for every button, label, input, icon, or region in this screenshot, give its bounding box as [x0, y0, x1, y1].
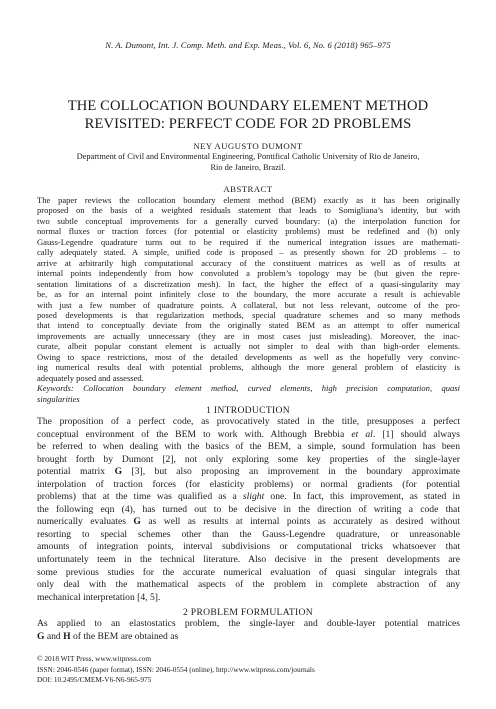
author-name: NEY AUGUSTO DUMONT — [193, 141, 303, 151]
abstract-line: with just a few number of quadrature points. A collateral, but not less relevant, outcome of the pro- — [37, 299, 460, 310]
body-line: mechanical interpretation [4, 5]. — [37, 591, 161, 603]
abstract-line: cally adequately stated. A simple, unified code is proposed – as presently shown for 2D problems – to — [37, 247, 460, 258]
abstract-line: Gauss-Legendre quadrature turns out to be required if the numerical integration issues are mathemati- — [37, 236, 460, 247]
body-line: brought forth by Dumont [2], not only exploring some key properties of the single-layer — [37, 453, 460, 465]
body-line: be referred to when dealing with the basics of the BEM, a simple, sound formulation has been — [37, 441, 460, 453]
body-line: problems) that at the time was qualified as a slight one. In fact, this improvement, as stated in — [37, 491, 460, 503]
title-line-1: THE COLLOCATION BOUNDARY ELEMENT METHOD — [67, 98, 429, 114]
abstract-line: improvements are actually unnecessary (they are in most cases just misleading). Moreover, the inac- — [37, 330, 460, 341]
issn-line: ISSN: 2046-0546 (paper format), ISSN: 2046-0554 (online), http://www.witpress.com/journals — [37, 664, 315, 674]
abstract-line: The paper reviews the collocation boundary element method (BEM) exactly as it has been originally — [37, 195, 460, 205]
abstract-line: proposed on the basis of a weighted residuals statement that leads to Somigliana’s identity, but with — [37, 205, 460, 216]
keywords-line-1: Keywords: Collocation boundary element method, curved elements, high precision computation, quasi — [37, 383, 460, 394]
body-line: unfortunately teem in the technical literature. Also decisive in the present developments are — [37, 554, 460, 566]
abstract-line: Owing to space restrictions, most of the detailed developments as well as the hopefully very convinc- — [37, 351, 460, 362]
journal-citation-header: N. A. Dumont, Int. J. Comp. Meth. and Exp. Meas., Vol. 6, No. 6 (2018) 965–975 — [105, 40, 391, 50]
keywords-line-2: singularities — [37, 393, 80, 404]
body-line: interpolation of traction forces (for elasticity problems) or normal gradients (for potential — [37, 478, 460, 490]
page-footer — [37, 654, 460, 686]
abstract-line: that intend to conceptually deviate from the originally stated BEM as an attempt to offer numerical — [37, 320, 460, 331]
abstract-heading: ABSTRACT — [223, 184, 273, 194]
body-line: only deal with the mathematical aspects of the problem in complete abstraction of any — [37, 579, 460, 591]
abstract-line: two subtle conceptual improvements for a generally curved boundary: (a) the interpolation function for — [37, 215, 460, 226]
abstract-line: sentation limitations of a discretization mesh). In fact, the higher the effect of a quasi-singularity may — [37, 278, 460, 289]
abstract-line: ing numerical results deal with potential problems, although the more general problem of elasticity is — [37, 362, 460, 373]
body-line: numerically evaluates G as well as results at internal points as accurately as desired without — [37, 516, 460, 528]
title-line-2: REVISITED: PERFECT CODE FOR 2D PROBLEMS — [84, 116, 412, 132]
abstract-body — [37, 195, 460, 404]
section-heading-problem-formulation: 2 PROBLEM FORMULATION — [183, 607, 313, 618]
abstract-line: arrive at arbitrarily high computational accuracy of the constituent matrices as well as of results at — [37, 257, 460, 268]
abstract-line: curate, albeit popular constant element is actually not simpler to deal with than high-order elements. — [37, 341, 460, 352]
section-heading-introduction: 1 INTRODUCTION — [206, 405, 290, 416]
abstract-line: posed developments is that regularization methods, special quadrature schemes and so many methods — [37, 309, 460, 320]
introduction-body — [37, 416, 460, 604]
paper-title — [40, 97, 456, 133]
abstract-line: internal points independently from how convoluted a problem’s topology may be (but given the repre- — [37, 268, 460, 279]
body-line: potential matrix G [3], but also proposing an improvement in the boundary approximate — [37, 466, 460, 478]
affiliation-line-1: Department of Civil and Environmental Engineering, Pontifical Catholic University of Rio de Janeiro, — [76, 152, 420, 161]
body-line: resorting to special schemes other than the Gauss-Legendre quadrature, or unreasonable — [37, 528, 460, 540]
author-affiliation — [40, 152, 456, 173]
body-line: amounts of integration points, interval subdivisions or computational tricks whatsoever that — [37, 541, 460, 553]
body-line: conceptual environment of the BEM to work with. Although Brebbia et al. [1] should always — [37, 428, 460, 440]
doi-line: DOI: 10.2495/CMEM-V6-N6-965-975 — [37, 675, 152, 684]
body-line: G and H of the BEM are obtained as — [37, 630, 179, 642]
problem-formulation-body — [37, 618, 460, 643]
abstract-line: normal fluxes or traction forces (for potential or elasticity problems) must be redefined and (b) only — [37, 226, 460, 237]
affiliation-line-2: Rio de Janeiro, Brazil. — [210, 162, 286, 172]
body-line: As applied to an elastostatics problem, the single-layer and double-layer potential matrices — [37, 618, 460, 629]
body-line: The proposition of a perfect code, as provocatively stated in the title, presupposes a perfect — [37, 416, 460, 427]
abstract-line: be, as for an internal point infinitely close to the boundary, the more accurate a result is achievable — [37, 289, 460, 300]
abstract-line: adequately posed and assessed. — [37, 372, 144, 383]
body-line: the following eqn (4), has turned out to be decisive in the direction of writing a code that — [37, 503, 460, 515]
body-line: some previous studies for the accurate numerical evaluation of quasi singular integrals that — [37, 566, 460, 578]
copyright-line: © 2018 WIT Press, www.witpress.com — [37, 654, 152, 663]
